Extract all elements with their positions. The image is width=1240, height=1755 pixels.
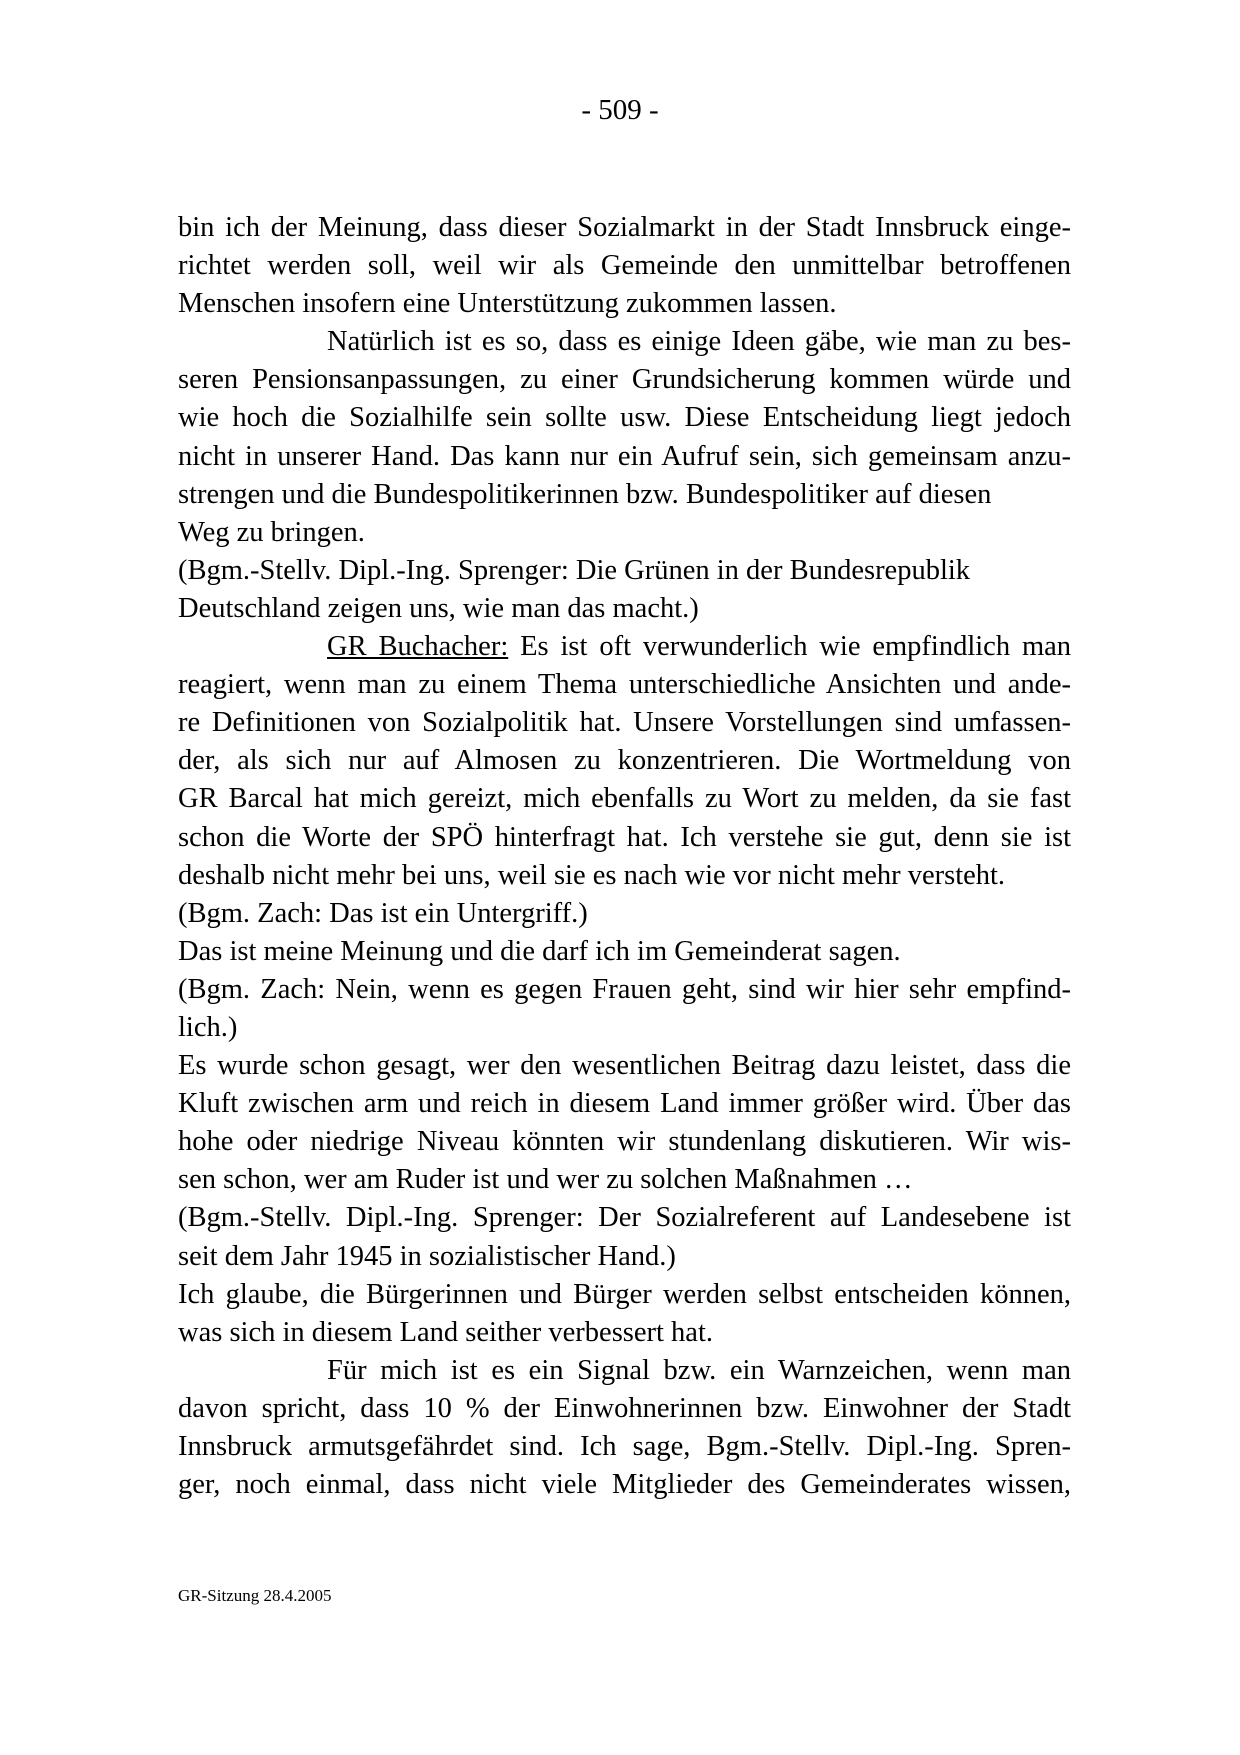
text-line: (Bgm.-Stellv. Dipl.-Ing. Sprenger: Die Grünen in der Bundesrepublik bbox=[178, 554, 971, 586]
text-line: seren Pensionsanpassungen, zu einer Grundsicherung kommen würde und bbox=[178, 364, 1071, 396]
text-line: deshalb nicht mehr bei uns, weil sie es nach wie vor nicht mehr versteht. bbox=[178, 859, 1006, 891]
text-line: wie hoch die Sozialhilfe sein sollte usw. Diese Entscheidung liegt jedoch bbox=[178, 402, 1071, 434]
text-line: seit dem Jahr 1945 in sozialistischer Hand.) bbox=[178, 1240, 676, 1272]
footer-session-date: GR-Sitzung 28.4.2005 bbox=[178, 1586, 332, 1605]
text-line: der, als sich nur auf Almosen zu konzentrieren. Die Wortmeldung von bbox=[178, 745, 1071, 777]
text-line: Es ist oft verwunderlich wie empfindlich man bbox=[520, 631, 1072, 663]
text-line: Natürlich ist es so, dass es einige Ideen gäbe, wie man zu bes- bbox=[327, 326, 1071, 358]
text-line: (Bgm. Zach: Das ist ein Untergriff.) bbox=[178, 897, 588, 929]
text-line: Es wurde schon gesagt, wer den wesentlichen Beitrag dazu leistet, dass die bbox=[178, 1050, 1071, 1082]
text-line: richtet werden soll, weil wir als Gemeinde den unmittelbar betroffenen bbox=[178, 250, 1071, 282]
text-line: hohe oder niedrige Niveau könnten wir stundenlang diskutieren. Wir wis- bbox=[178, 1126, 1071, 1158]
text-line: Das ist meine Meinung und die darf ich im Gemeinderat sagen. bbox=[178, 935, 901, 967]
text-line: Innsbruck armutsgefährdet sind. Ich sage, Bgm.-Stellv. Dipl.-Ing. Spren- bbox=[178, 1431, 1071, 1462]
text-line: schon die Worte der SPÖ hinterfragt hat. Ich verstehe sie gut, denn sie ist bbox=[178, 821, 1071, 853]
text-line: re Definitionen von Sozialpolitik hat. Unsere Vorstellungen sind umfassen- bbox=[178, 707, 1071, 739]
text-line: Menschen insofern eine Unterstützung zukommen lassen. bbox=[178, 288, 837, 320]
speaker-line bbox=[178, 628, 1071, 666]
text-line: Kluft zwischen arm und reich in diesem Land immer größer wird. Über das bbox=[178, 1088, 1071, 1120]
text-line: GR Barcal hat mich gereizt, mich ebenfalls zu Wort zu melden, da sie fast bbox=[178, 783, 1071, 815]
text-line: (Bgm.-Stellv. Dipl.-Ing. Sprenger: Der Sozialreferent auf Landesebene ist bbox=[178, 1202, 1071, 1234]
text-line: strengen und die Bundespolitikerinnen bzw. Bundespolitiker auf diesen bbox=[178, 478, 992, 510]
text-line: nicht in unserer Hand. Das kann nur ein Aufruf sein, sich gemeinsam anzu- bbox=[178, 440, 1071, 472]
text-line: davon spricht, dass 10 % der Einwohnerinnen bzw. Einwohner der Stadt bbox=[178, 1392, 1071, 1424]
text-line: (Bgm. Zach: Nein, wenn es gegen Frauen geht, sind wir hier sehr empfind- bbox=[178, 973, 1071, 1005]
speaker-name: GR Buchacher: bbox=[327, 631, 509, 663]
text-line: reagiert, wenn man zu einem Thema unterschiedliche Ansichten und ande- bbox=[178, 669, 1071, 701]
text-line: bin ich der Meinung, dass dieser Sozialmarkt in der Stadt Innsbruck einge- bbox=[178, 212, 1071, 243]
text-line: Für mich ist es ein Signal bzw. ein Warnzeichen, wenn man bbox=[327, 1354, 1071, 1386]
text-line: sen schon, wer am Ruder ist und wer zu solchen Maßnahmen … bbox=[178, 1164, 913, 1196]
text-line: Deutschland zeigen uns, wie man das macht.) bbox=[178, 592, 699, 624]
text-line: was sich in diesem Land seither verbessert hat. bbox=[178, 1316, 714, 1348]
body-text bbox=[178, 209, 1071, 1504]
text-line: lich.) bbox=[178, 1011, 238, 1043]
text-line: Weg zu bringen. bbox=[178, 516, 365, 548]
text-line: ger, noch einmal, dass nicht viele Mitglieder des Gemeinderates wissen, bbox=[178, 1469, 1071, 1501]
text-line: Ich glaube, die Bürgerinnen und Bürger werden selbst entscheiden können, bbox=[178, 1278, 1071, 1310]
page-number: - 509 - bbox=[581, 94, 659, 126]
